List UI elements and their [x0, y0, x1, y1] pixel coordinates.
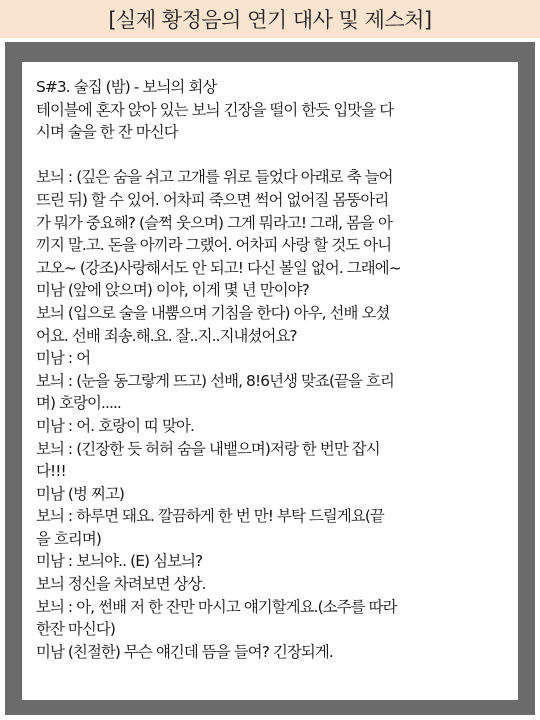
- script-line: 시며 술을 한 잔 마신다: [36, 123, 178, 142]
- script-line: 보늬 : (긴장한 듯 허허 숨을 내뱉으며)저랑 한 번만 잡시: [36, 439, 380, 458]
- script-line: 다!!!: [36, 462, 66, 481]
- script-frame: [5, 42, 535, 715]
- title-bar: [0, 0, 540, 38]
- script-line: 며) 호랑이.....: [36, 394, 121, 413]
- script-line: 뜨린 뒤) 할 수 있어. 어차피 죽으면 썩어 없어질 몸뚱아리: [36, 190, 389, 209]
- script-line: 미남 (벙 찌고): [36, 484, 125, 503]
- script-line: 보늬 (입으로 술을 내뿜으며 기침을 한다) 아우, 선배 오셨: [36, 303, 390, 322]
- script-line: 고오~ (강조)사랑해서도 안 되고! 다신 볼일 없어. 그래에~: [36, 258, 401, 277]
- script-line: S#3. 술집 (밤) - 보늬의 회상: [36, 78, 217, 96]
- script-line: 보늬 : (깊은 숨을 쉬고 고개를 위로 들었다 아래로 축 늘어: [36, 168, 393, 187]
- page-title: [실제 황정음의 연기 대사 및 제스처]: [108, 8, 432, 32]
- script-line: 보늬 : 하루면 돼요. 깔끔하게 한 번 만! 부탁 드릴게요(끝: [36, 507, 384, 526]
- script-line: 미남 : 어. 호랑이 띠 맞아.: [36, 416, 194, 435]
- script-paper: [22, 62, 518, 700]
- script-line: 가 뭐가 중요해? (슬쩍 웃으며) 그게 뭐라고! 그래, 몸을 아: [36, 213, 392, 232]
- script-line: [36, 144, 508, 167]
- script-line: 보늬 : 아, 썬배 저 한 잔만 마시고 얘기할게요.(소주를 따라: [36, 597, 397, 616]
- script-line: 미남 : 어: [36, 349, 91, 368]
- script-line: 을 흐리며): [36, 529, 101, 548]
- script-line: 보늬 정신을 차려보면 상상.: [36, 575, 206, 594]
- script-line: 끼지 말.고. 돈을 아끼라 그랬어. 어차피 사랑 할 것도 아니: [36, 236, 392, 255]
- script-line: 보늬 : (눈을 동그랗게 뜨고) 선배, 8!6년생 맞죠(끝을 흐리: [36, 371, 394, 390]
- script-line: 미남 : 보늬야.. (E) 심보늬?: [36, 552, 203, 571]
- script-line: 한잔 마신다): [36, 620, 115, 639]
- script-line: 미남 (친절한) 무슨 얘긴데 뜸을 들여? 긴장되게.: [36, 642, 333, 661]
- script-line: 테이블에 혼자 앉아 있는 보늬 긴장을 떨이 한듯 입맛을 다: [36, 100, 394, 119]
- script-line: 어요. 선배 죄송.해.요. 잘..지..지내셨어요?: [36, 326, 297, 345]
- script-line: 미남 (앞에 앉으며) 이야, 이게 몇 년 만이야?: [36, 281, 309, 300]
